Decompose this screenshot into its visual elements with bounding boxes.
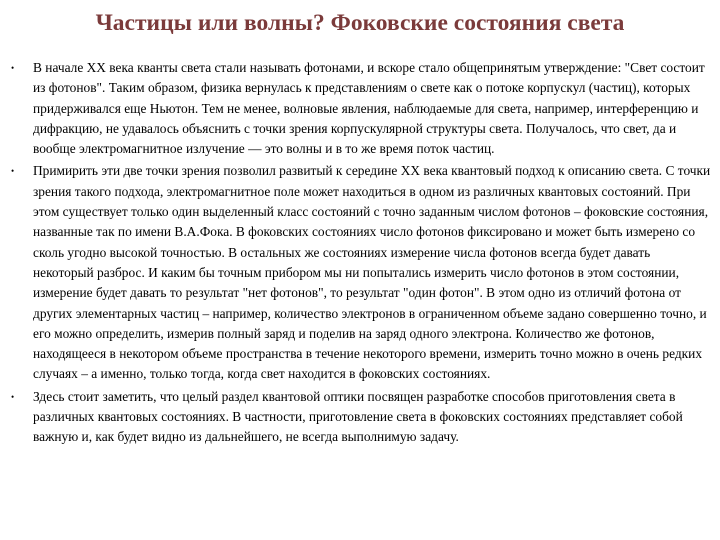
bullet-icon: • (11, 63, 15, 73)
bullet-item-2 (11, 161, 713, 384)
bullet-list (11, 58, 713, 450)
bullet-text-2: Примирить эти две точки зрения позволил развитый к середине XX века квантовый подход к описанию света. С точки зрения такого подхода, электромагнитное поле может находиться в одном из различных квантовых состояний. При этом существует только один выделенный класс состояний с точно заданным числом фотонов – фоковские состояния, названные так по имени В.А.Фока. В фоковских состояниях число фотонов фиксировано и может быть измерено со сколь угодно высокой точностью. В остальных же состояниях измерение числа фотонов всегда будет давать некоторый разброс. И каким бы точным прибором мы ни попытались измерить число фотонов в этом состоянии, измерение будет давать то результат "нет фотонов", то результат "один фотон". В этом одно из отличий фотона от других элементарных частиц – например, количество электронов в ограниченном объеме задано совершенно точно, и его можно определить, измерив полный заряд и поделив на заряд одного электрона. Количество же фотонов, находящееся в некотором объеме пространства в течение некоторого времени, измерить точно можно в очень редких случаях – а именно, только тогда, когда свет находится в фоковских состояниях. (33, 163, 711, 382)
bullet-icon: • (11, 391, 15, 402)
slide-title: Частицы или волны? Фоковские состояния света (95, 10, 625, 36)
bullet-item-1 (11, 58, 713, 159)
bullet-text-3: Здесь стоит заметить, что целый раздел квантовой оптики посвящен разработке способов приготовления света в различных квантовых состояниях. В частности, приготовление света в фоковских состояниях представляет собой важную и, как будет видно из дальнейшего, не всегда выполнимую задачу. (33, 388, 683, 445)
bullet-icon: • (11, 166, 15, 177)
bullet-text-1: В начале XX века кванты света стали называть фотонами, и вскоре стало общепринятым утверждение: "Свет состоит из фотонов". Таким образом, физика вернулась к представлениям о свете как о потоке корпускул (частиц), которых придерживался еще Ньютон. Тем не менее, волновые явления, наблюдаемые для света, например, интерференцию и дифракцию, не удавалось объяснить с точки зрения корпускулярной структуры света. Получалось, что свет, да и вообще электромагнитное излучение — это волны и в то же время поток частиц. (33, 60, 705, 157)
bullet-item-3 (11, 387, 713, 448)
